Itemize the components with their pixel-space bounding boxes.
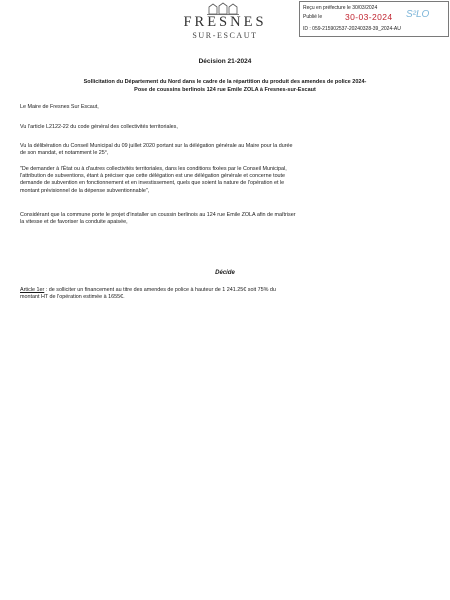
article-1: [20, 287, 430, 301]
quote-line-3: demande de subvention en fonctionnement et en investissement, quels que soient la nature de l'opération et le: [20, 180, 285, 187]
stamp-published-label: Publié le: [303, 14, 323, 20]
decides-heading: Décide: [215, 270, 235, 276]
subject-line-2: Pose de coussins berlinois 124 rue Emile ZOLA à Fresnes-sur-Escaut: [134, 86, 316, 93]
stamp-received-line: Reçu en préfecture le 30/03/2024: [303, 5, 378, 11]
subject-line-1: Sollicitation du Département du Nord dans le cadre de la répartition du produit des amendes de police 2024-: [83, 79, 367, 85]
vu-article: Vu l'article L2122-22 du code général des collectivités territoriales,: [20, 124, 178, 130]
quote-line-4: montant prévisionnel de la dépense subventionnable",: [20, 187, 150, 194]
stamp-published-date: 30-03-2024: [345, 12, 393, 22]
vu-deliberation: [20, 143, 430, 157]
considering-line-2: la vitesse et de favoriser la conduite apaisée,: [20, 219, 128, 226]
slo-mark: S²LO: [406, 9, 430, 20]
brand-name: FRESNES: [183, 14, 267, 30]
article-1-text: : de solliciter un financement au titre des amendes de police à hauteur de 1 241.25€ soit 75% du: [45, 287, 276, 293]
decision-subject: [40, 79, 410, 94]
article-1-line-2: montant HT de l'opération estimée à 1655€.: [20, 294, 125, 301]
quote-line-2: l'attribution de subventions, étant à préciser que cette délégation est une délégation générale et concerne toute: [20, 173, 286, 180]
quote-line-1: "De demander à l'État ou à d'autres collectivités territoriales, dans les conditions fixées par le Conseil Municipal,: [20, 166, 287, 172]
mayor-intro: Le Maire de Fresnes Sur Escaut,: [20, 104, 99, 110]
stamp-id-line: ID : 059-215902537-20240328-39_2024-AU: [303, 26, 401, 32]
article-1-label: Article 1er: [20, 287, 45, 293]
brand-subname: SUR-ESCAUT: [192, 31, 258, 40]
considering-line-1: Considérant que la commune porte le projet d'installer un coussin berlinois au 124 rue Emile ZOLA afin de maîtriser: [20, 212, 296, 218]
delegation-quote: [20, 166, 430, 195]
decision-title: Décision 21-2024: [198, 58, 252, 65]
vu-deliberation-line-1: Vu la délibération du Conseil Municipal du 09 juillet 2020 portant sur la délégation générale au Maire pour la durée: [20, 143, 293, 149]
considering-clause: [20, 212, 430, 226]
vu-deliberation-line-2: de son mandat, et notamment le 25°,: [20, 150, 109, 157]
article-1-line-1: [20, 287, 430, 294]
prefecture-stamp: [299, 1, 449, 37]
